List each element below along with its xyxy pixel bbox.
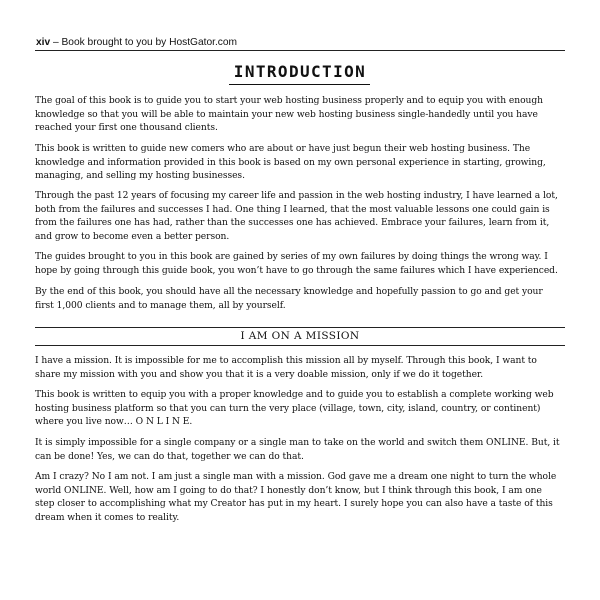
- header-text: – Book brought to you by HostGator.com: [50, 37, 238, 48]
- page-header: [36, 37, 237, 48]
- header-divider: [35, 50, 565, 51]
- chapter-title: INTRODUCTION: [233, 62, 367, 81]
- section-heading: I AM ON A MISSION: [240, 330, 360, 342]
- page-number: xiv: [36, 37, 51, 48]
- mission-paragraph-1: I have a mission. It is impossible for me to accomplish this mission all by myself. Through this book, I want to share my mission with you and show you that it is a very doable mission, only if we do it together.: [35, 356, 537, 380]
- title-underline: [229, 84, 370, 85]
- intro-paragraph-3: Through the past 12 years of focusing my career life and passion in the web hosting industry, I have learned a lot, both from the failures and successes I had. One thing I learned, that the most valuable lessons one could gain is from the failures one has had, rather than the successes one has achieved. Embrace your failures, learn from it, and grow to become even a better person.: [35, 191, 558, 242]
- mission-paragraph-2: This book is written to equip you with a proper knowledge and to guide you to establish a complete working web hosting business platform so that you can turn the very place (village, town, city, island, country, or continent) where you live now… O N L I N E.: [35, 390, 554, 428]
- intro-paragraph-4: The guides brought to you in this book are gained by series of my own failures by doing things the wrong way. I hope by going through this guide book, you won’t have to go through the same failures which I have experienced.: [35, 252, 558, 276]
- mission-paragraph-4: Am I crazy? No I am not. I am just a single man with a mission. God gave me a dream one night to turn the whole world ONLINE. Well, how am I going to do that? I honestly don’t know, but I think through this book, I am one step closer to accomplishing what my Creator has put in my heart. I surely hope you can also have a taste of this dream when it comes to reality.: [35, 472, 557, 523]
- intro-paragraph-2: This book is written to guide new comers who are about or have just begun their web hosting business. The knowledge and information provided in this book is based on my own personal experience in starting, growing, managing, and selling my hosting businesses.: [35, 144, 546, 182]
- intro-paragraph-5: By the end of this book, you should have all the necessary knowledge and hopefully passion to go and get your first 1,000 clients and to manage them, all by yourself.: [35, 287, 543, 311]
- intro-paragraph-1: The goal of this book is to guide you to start your web hosting business properly and to equip you with enough knowledge so that you will be able to maintain your new web hosting business single-handedly until you have reached your first one thousand clients.: [35, 96, 543, 134]
- mission-paragraph-3: It is simply impossible for a single company or a single man to take on the world and switch them ONLINE. But, it can be done! Yes, we can do that, together we can do that.: [35, 438, 560, 462]
